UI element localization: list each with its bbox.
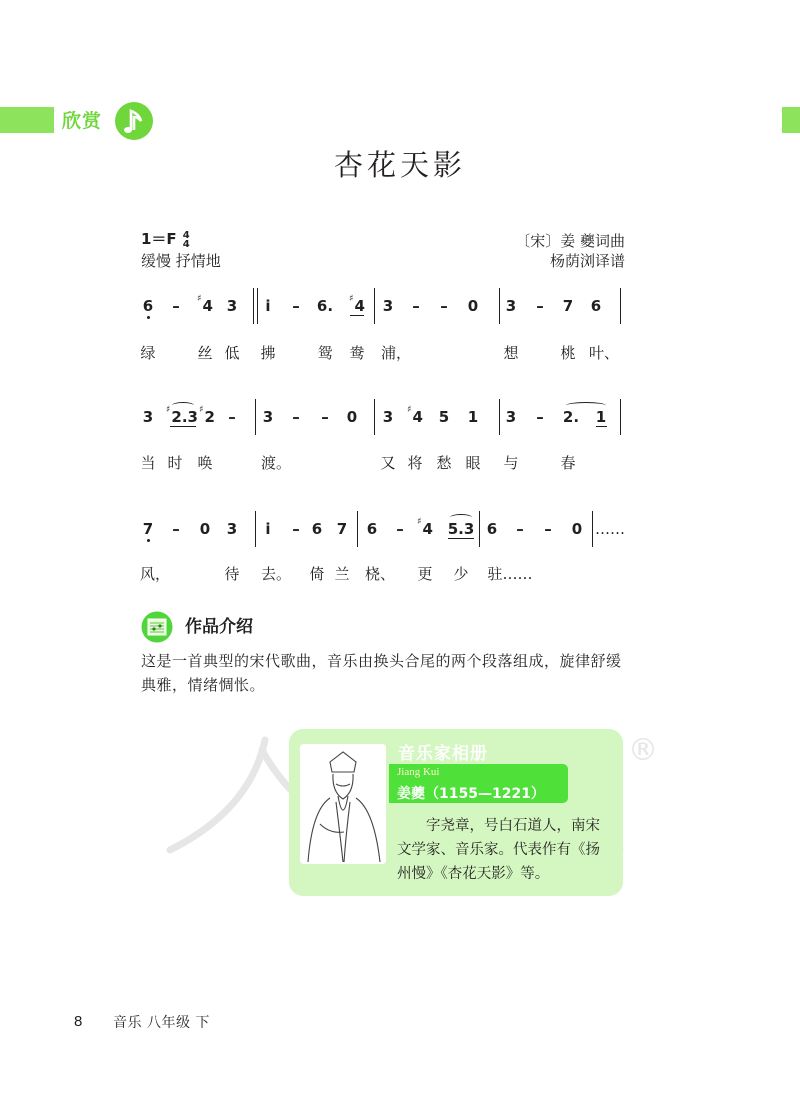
notation-row-2 bbox=[0, 405, 800, 448]
musician-pinyin: Jiang Kui bbox=[397, 766, 440, 778]
note: ♯2.3 bbox=[166, 405, 198, 426]
lyrics-row-1: 绿 丝 低 拂 鸳 鸯 浦， 想 桃 叶、 bbox=[140, 344, 620, 362]
note: 7 bbox=[336, 520, 348, 538]
note: 6 bbox=[311, 520, 323, 538]
intro-heading: 作品介绍 bbox=[185, 617, 253, 637]
note: 3 bbox=[382, 408, 394, 426]
key-signature: 1＝F 4 4 bbox=[141, 229, 190, 250]
note: 6 bbox=[590, 297, 602, 315]
intro-text: 这是一首典型的宋代歌曲，音乐由换头合尾的两个段落组成，旋律舒缓典雅，情绪惆怅。 bbox=[141, 652, 622, 694]
note: 0 bbox=[346, 408, 358, 426]
note: 7 bbox=[562, 297, 574, 315]
note: – bbox=[412, 297, 420, 315]
credit-composer: 〔宋〕姜 夔词曲 bbox=[515, 232, 625, 250]
note: 5 bbox=[438, 408, 450, 426]
credit-arranger: 杨荫浏译谱 bbox=[549, 252, 625, 270]
note: – bbox=[292, 297, 300, 315]
note: 3 bbox=[142, 408, 154, 426]
note: 1 bbox=[467, 408, 479, 426]
book-title-footer: 音乐 八年级 下 bbox=[113, 1015, 210, 1031]
note: ♯4 bbox=[197, 294, 213, 315]
note: 3 bbox=[262, 408, 274, 426]
note: – bbox=[396, 520, 404, 538]
note: 6 bbox=[142, 297, 154, 315]
note: 3 bbox=[382, 297, 394, 315]
note: – bbox=[536, 408, 544, 426]
note: 5.3 bbox=[447, 520, 475, 538]
lyrics-row-3: 风， 待 去。 倚 兰 桡、 更 少 驻…… bbox=[139, 565, 533, 583]
note: 3 bbox=[226, 520, 238, 538]
lyrics-row-2: 当 时 唤 渡。 又 将 愁 眼 与 春 bbox=[140, 454, 576, 472]
section-tab-bar bbox=[0, 107, 54, 133]
note: 0 bbox=[467, 297, 479, 315]
note: – bbox=[172, 297, 180, 315]
music-score-icon bbox=[141, 611, 173, 643]
song-title: 杏花天影 bbox=[333, 148, 466, 182]
notation-row-3 bbox=[0, 517, 800, 560]
note: i bbox=[265, 297, 271, 315]
page-edge-marker bbox=[782, 107, 800, 133]
continuation-dots: …… bbox=[595, 520, 625, 538]
note: ♯4 bbox=[349, 294, 365, 315]
musician-description: 字尧章，号白石道人，南宋文学家、音乐家。代表作有《扬州慢》《杏花天影》等。 bbox=[397, 818, 600, 882]
note: 0 bbox=[571, 520, 583, 538]
note: – bbox=[228, 408, 236, 426]
note: – bbox=[536, 297, 544, 315]
note: – bbox=[544, 520, 552, 538]
note: 1 bbox=[595, 408, 607, 426]
section-label: 欣赏 bbox=[62, 110, 103, 132]
note: 6 bbox=[486, 520, 498, 538]
note: 3 bbox=[505, 408, 517, 426]
tempo-marking: 缓慢 抒情地 bbox=[141, 252, 221, 270]
music-note-icon bbox=[114, 101, 154, 141]
note: 6. bbox=[316, 297, 334, 315]
note: 3 bbox=[226, 297, 238, 315]
note: 7 bbox=[142, 520, 154, 538]
portrait-jiang-kui bbox=[300, 744, 386, 864]
album-title: 音乐家相册 bbox=[398, 744, 488, 764]
note: i bbox=[265, 520, 271, 538]
note: ♯4 bbox=[407, 405, 423, 426]
notation-row-1 bbox=[0, 294, 800, 337]
svg-text:®: ® bbox=[628, 733, 658, 768]
note: – bbox=[440, 297, 448, 315]
note: 0 bbox=[199, 520, 211, 538]
note: – bbox=[292, 520, 300, 538]
note: 6 bbox=[366, 520, 378, 538]
note: – bbox=[292, 408, 300, 426]
note: – bbox=[172, 520, 180, 538]
note: ♯4 bbox=[417, 517, 433, 538]
musician-name: 姜夔（1155—1221） bbox=[397, 786, 545, 802]
time-signature: 4 4 bbox=[182, 229, 190, 250]
note: – bbox=[321, 408, 329, 426]
page-number: 8 bbox=[74, 1013, 83, 1030]
note: – bbox=[516, 520, 524, 538]
note: ♯2 bbox=[199, 405, 215, 426]
note: 3 bbox=[505, 297, 517, 315]
note: 2. bbox=[562, 408, 580, 426]
